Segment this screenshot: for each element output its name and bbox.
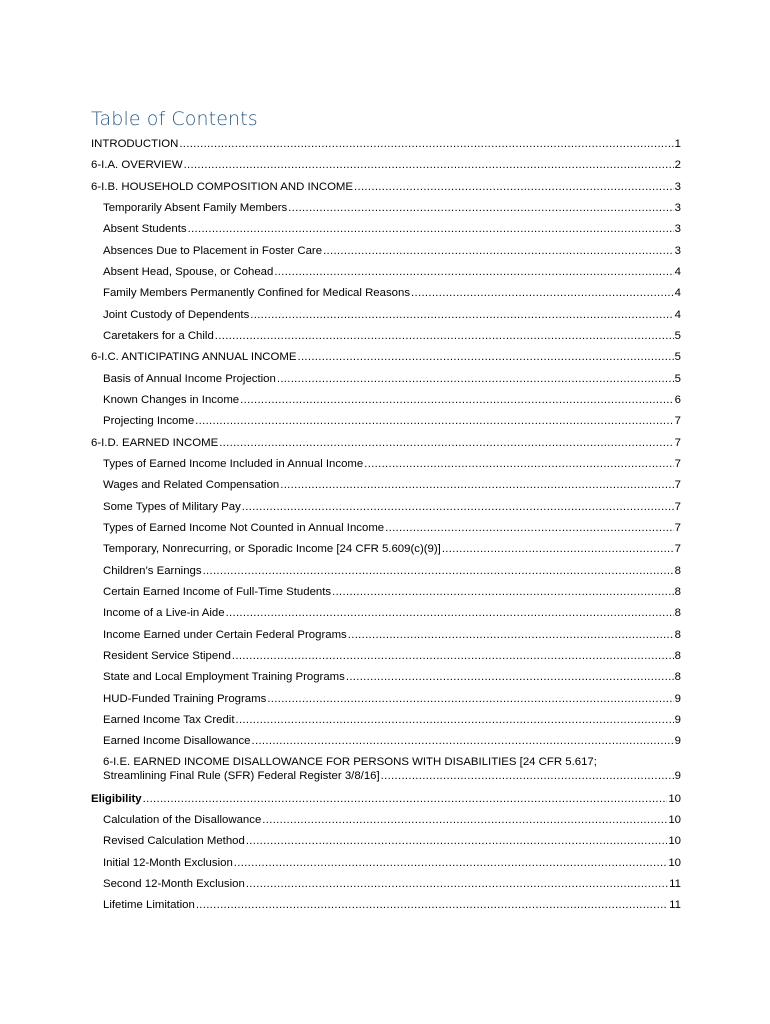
toc-entry[interactable]: [103, 834, 681, 848]
toc-heading: Table of Contents: [91, 108, 258, 130]
toc-entry-label: Revised Calculation Method: [103, 835, 245, 847]
toc-entry-label: Absent Students: [103, 223, 187, 235]
toc-page-number: 3: [674, 223, 681, 235]
toc-entry[interactable]: [103, 308, 681, 322]
toc-entry[interactable]: [103, 500, 681, 514]
toc-entry[interactable]: [91, 158, 681, 172]
toc-page-number: 5: [674, 330, 681, 342]
toc-page-number: 8: [674, 671, 681, 683]
dot-leader: [143, 792, 668, 806]
dot-leader: [348, 628, 674, 642]
dot-leader: [411, 286, 674, 300]
dot-leader: [280, 478, 673, 492]
dot-leader: [250, 308, 673, 322]
toc-entry[interactable]: [103, 898, 681, 912]
toc-entry[interactable]: [91, 350, 681, 364]
toc-entry-label: Earned Income Tax Credit: [103, 714, 235, 726]
toc-page-number: 8: [674, 565, 681, 577]
toc-entry[interactable]: [91, 436, 681, 450]
toc-page-number: 11: [669, 878, 681, 890]
toc-page-number: 1: [674, 138, 681, 150]
toc-page-number: 11: [669, 899, 681, 911]
dot-leader: [277, 372, 674, 386]
toc-entry-label: Known Changes in Income: [103, 394, 240, 406]
toc-entry[interactable]: [103, 628, 681, 642]
dot-leader: [240, 393, 674, 407]
toc-entry-label: 6-I.E. EARNED INCOME DISALLOWANCE FOR PERSONS WITH DISABILITIES [24 CFR 5.617;: [103, 756, 597, 768]
toc-entry-label: Family Members Permanently Confined for Medical Reasons: [103, 287, 411, 299]
toc-entry[interactable]: [103, 877, 681, 891]
toc-entry-label: Absences Due to Placement in Foster Care: [103, 245, 323, 257]
toc-entry[interactable]: [103, 457, 681, 471]
dot-leader: [274, 265, 673, 279]
toc-entry[interactable]: [103, 713, 681, 727]
toc-entry-label: Certain Earned Income of Full-Time Students: [103, 586, 332, 598]
toc-entry-label: 6-I.C. ANTICIPATING ANNUAL INCOME: [91, 351, 297, 363]
toc-page-number: 7: [674, 415, 681, 427]
dot-leader: [242, 500, 674, 514]
toc-entry-label: Temporarily Absent Family Members: [103, 202, 288, 214]
toc-entry-label: 6-I.D. EARNED INCOME: [91, 437, 219, 449]
toc-page-number: 8: [674, 650, 681, 662]
toc-page-number: 10: [668, 857, 681, 869]
toc-entry-label: Some Types of Military Pay: [103, 501, 241, 513]
toc-entry[interactable]: [103, 478, 681, 492]
toc-entry[interactable]: [103, 521, 681, 535]
toc-entry-label: Resident Service Stipend: [103, 650, 231, 662]
toc-entry[interactable]: [103, 755, 681, 783]
toc-page-number: 3: [674, 202, 681, 214]
toc-entry[interactable]: [103, 542, 681, 556]
toc-entry[interactable]: [103, 393, 681, 407]
toc-page-number: 8: [674, 607, 681, 619]
toc-page-number: 6: [674, 394, 681, 406]
toc-entry[interactable]: [103, 856, 681, 870]
dot-leader: [219, 436, 673, 450]
dot-leader: [235, 713, 673, 727]
toc-entry[interactable]: [91, 180, 681, 194]
dot-leader: [226, 606, 674, 620]
toc-entry[interactable]: [103, 286, 681, 300]
toc-page-number: 4: [674, 287, 681, 299]
toc-entry[interactable]: [103, 222, 681, 236]
toc-page-number: 9: [674, 693, 681, 705]
toc-entry-label: Second 12-Month Exclusion: [103, 878, 245, 890]
toc-page-number: 7: [674, 479, 681, 491]
dot-leader: [196, 898, 668, 912]
toc-page-number: 3: [674, 245, 681, 257]
toc-entry-label: Basis of Annual Income Projection: [103, 373, 276, 385]
toc-entry[interactable]: [103, 244, 681, 258]
toc-entry-label: Temporary, Nonrecurring, or Sporadic Income [24 CFR 5.609(c)(9)]: [103, 543, 441, 555]
toc-page-number: 7: [674, 543, 681, 555]
toc-page-number: 2: [674, 159, 681, 171]
dot-leader: [323, 244, 674, 258]
toc-page-number: 4: [674, 309, 681, 321]
toc-page-number: 9: [674, 770, 681, 782]
toc-entry-label: Joint Custody of Dependents: [103, 309, 250, 321]
dot-leader: [297, 350, 673, 364]
dot-leader: [267, 692, 673, 706]
toc-entry[interactable]: [103, 692, 681, 706]
toc-entry[interactable]: [103, 414, 681, 428]
toc-entry-label: INTRODUCTION: [91, 138, 179, 150]
toc-entry[interactable]: [103, 372, 681, 386]
toc-entry-label: Wages and Related Compensation: [103, 479, 280, 491]
dot-leader: [234, 856, 668, 870]
toc-page-number: 10: [668, 814, 681, 826]
toc-entry[interactable]: [103, 606, 681, 620]
toc-entry[interactable]: [103, 813, 681, 827]
dot-leader: [232, 649, 674, 663]
toc-entry[interactable]: [103, 649, 681, 663]
dot-leader: [385, 521, 674, 535]
toc-page-number: 8: [674, 629, 681, 641]
toc-page-number: 9: [674, 714, 681, 726]
toc-entry[interactable]: [91, 137, 681, 151]
toc-entry-label: Earned Income Disallowance: [103, 735, 251, 747]
toc-page-number: 5: [674, 373, 681, 385]
toc-entry-label-continued: Streamlining Final Rule (SFR) Federal Register 3/8/16]: [103, 770, 380, 782]
toc-page-number: 9: [674, 735, 681, 747]
toc-entry-label: State and Local Employment Training Programs: [103, 671, 345, 683]
toc-entry-label: Initial 12-Month Exclusion: [103, 857, 233, 869]
toc-entry[interactable]: [103, 265, 681, 279]
toc-entry[interactable]: [103, 564, 681, 578]
toc-entry-label: Eligibility: [91, 793, 142, 805]
dot-leader: [184, 158, 674, 172]
toc-page-number: 7: [674, 501, 681, 513]
toc-entry-label: Caretakers for a Child: [103, 330, 214, 342]
dot-leader: [332, 585, 674, 599]
toc-page-number: 10: [668, 835, 681, 847]
toc-entry-label: 6-I.A. OVERVIEW: [91, 159, 183, 171]
dot-leader: [381, 769, 674, 783]
dot-leader: [188, 222, 674, 236]
dot-leader: [195, 414, 673, 428]
dot-leader: [346, 670, 674, 684]
toc-entry-label: HUD-Funded Training Programs: [103, 693, 267, 705]
dot-leader: [215, 329, 674, 343]
toc-page-number: 7: [674, 437, 681, 449]
toc-entry[interactable]: [103, 585, 681, 599]
dot-leader: [203, 564, 674, 578]
toc-entry-label: Income of a Live-in Aide: [103, 607, 225, 619]
dot-leader: [442, 542, 674, 556]
toc-entry[interactable]: [103, 201, 681, 215]
toc-page-number: 8: [674, 586, 681, 598]
toc-page-number: 10: [668, 793, 681, 805]
dot-leader: [262, 813, 667, 827]
toc-page-number: 3: [674, 181, 681, 193]
toc-entry-label: Absent Head, Spouse, or Cohead: [103, 266, 274, 278]
toc-entry-label: Types of Earned Income Included in Annual Income: [103, 458, 364, 470]
toc-page-number: 5: [674, 351, 681, 363]
toc-entry-label: Types of Earned Income Not Counted in Annual Income: [103, 522, 385, 534]
dot-leader: [246, 877, 668, 891]
dot-leader: [246, 834, 668, 848]
toc-entry-label: Lifetime Limitation: [103, 899, 195, 911]
toc-entry[interactable]: [103, 329, 681, 343]
toc-entry-label: 6-I.B. HOUSEHOLD COMPOSITION AND INCOME: [91, 181, 354, 193]
toc-page-number: 7: [674, 458, 681, 470]
toc-page-number: 7: [674, 522, 681, 534]
toc-entry-label: Calculation of the Disallowance: [103, 814, 262, 826]
dot-leader: [364, 457, 673, 471]
dot-leader: [252, 734, 674, 748]
toc-entry[interactable]: [91, 792, 681, 806]
toc-entry-label: Children’s Earnings: [103, 565, 202, 577]
dot-leader: [288, 201, 673, 215]
toc-page-number: 4: [674, 266, 681, 278]
dot-leader: [179, 137, 673, 151]
toc-entry[interactable]: [103, 670, 681, 684]
toc-entry[interactable]: [103, 734, 681, 748]
toc-entry-label: Projecting Income: [103, 415, 195, 427]
toc-entry-label: Income Earned under Certain Federal Programs: [103, 629, 347, 641]
dot-leader: [354, 180, 674, 194]
